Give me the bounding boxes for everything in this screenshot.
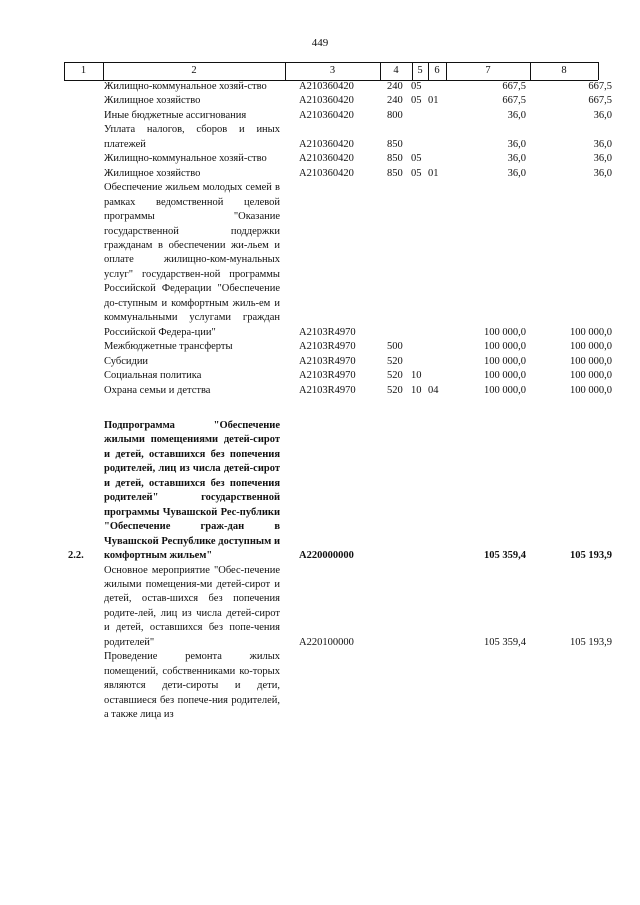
- amount-year-1: 100 000,0: [484, 355, 526, 367]
- target-article-code: А210360420: [299, 153, 354, 165]
- section: 10: [411, 370, 422, 382]
- section-gap: [0, 398, 640, 419]
- table-row: [0, 650, 640, 722]
- table-row: [0, 109, 640, 123]
- section: 05: [411, 81, 422, 93]
- amount-year-1: 100 000,0: [484, 326, 526, 338]
- section: 10: [411, 384, 422, 396]
- target-article-code: А210360420: [299, 167, 354, 179]
- page-number: 449: [311, 37, 329, 49]
- target-article-code: А220000000: [299, 550, 354, 562]
- row-description: Субсидии: [104, 355, 149, 367]
- amount-year-1: 36,0: [507, 138, 526, 150]
- header-cell-7: 7: [485, 65, 491, 76]
- amount-year-1: 36,0: [507, 167, 526, 179]
- section: 05: [411, 95, 422, 107]
- table-row: [0, 80, 640, 94]
- target-article-code: А210360420: [299, 138, 354, 150]
- row-description: Жилищное хозяйство: [104, 167, 201, 179]
- target-article-code: А220100000: [299, 636, 354, 648]
- subsection: 01: [428, 95, 439, 107]
- expense-type: 240: [387, 95, 403, 107]
- header-cell-1: 1: [80, 65, 87, 76]
- amount-year-2: 105 193,9: [570, 636, 612, 648]
- amount-year-1: 100 000,0: [484, 370, 526, 382]
- table-row: [0, 369, 640, 383]
- row-description: Жилищное хозяйство: [104, 95, 201, 107]
- amount-year-1: 667,5: [502, 95, 526, 107]
- subsection: 04: [428, 384, 439, 396]
- expense-type: 800: [387, 109, 403, 121]
- amount-year-2: 100 000,0: [570, 326, 612, 338]
- table-row: [0, 564, 640, 651]
- row-description: Охрана семьи и детства: [104, 384, 211, 396]
- row-description: Жилищно-коммунальное хозяй-ство: [104, 81, 267, 92]
- row-description: Межбюджетные трансферты: [104, 341, 233, 353]
- target-article-code: А210360420: [299, 95, 354, 107]
- table-row: [0, 419, 640, 564]
- header-column-divider: [598, 62, 599, 80]
- target-article-code: А2103R4970: [299, 384, 356, 396]
- amount-year-1: 36,0: [507, 153, 526, 165]
- header-cell-2: 2: [191, 65, 197, 76]
- expense-type: 850: [387, 138, 403, 150]
- row-description: Проведение ремонта жилых помещений, собственниками ко-торых являются дети-сироты и дети, оставшиеся без попече-ния родителей, а также лица из: [104, 651, 280, 721]
- expense-type: 520: [387, 370, 403, 382]
- table-row: [0, 384, 640, 398]
- header-cell-4: 4: [393, 65, 399, 76]
- row-description: Уплата налогов, сборов и иных платежей: [104, 124, 280, 150]
- row-number: 2.2.: [68, 550, 84, 562]
- expense-type: 240: [387, 81, 403, 93]
- amount-year-2: 100 000,0: [570, 370, 612, 382]
- amount-year-1: 667,5: [502, 81, 526, 93]
- row-description: Основное мероприятие "Обес-печение жилыми помещения-ми детей-сирот и детей, остав-шихся без попечения родите-лей, лиц из числа детей-сирот и детей, оставшихся без попе-чения родителей": [104, 564, 280, 648]
- amount-year-2: 36,0: [593, 153, 612, 165]
- amount-year-1: 36,0: [507, 109, 526, 121]
- expense-type: 500: [387, 341, 403, 353]
- target-article-code: А2103R4970: [299, 355, 356, 367]
- expense-type: 520: [387, 355, 403, 367]
- table-row: [0, 355, 640, 369]
- amount-year-2: 667,5: [588, 81, 612, 93]
- header-cell-6: 6: [434, 65, 440, 76]
- amount-year-1: 100 000,0: [484, 384, 526, 396]
- target-article-code: А210360420: [299, 81, 354, 93]
- header-cell-8: 8: [561, 65, 567, 76]
- amount-year-1: 105 359,4: [484, 636, 526, 648]
- expense-type: 850: [387, 153, 403, 165]
- target-article-code: А210360420: [299, 109, 354, 121]
- amount-year-2: 36,0: [593, 109, 612, 121]
- subsection: 01: [428, 167, 439, 179]
- table-body: [0, 80, 640, 722]
- amount-year-2: 105 193,9: [570, 550, 612, 562]
- header-cell-3: 3: [329, 65, 336, 76]
- row-description: Обеспечение жильем молодых семей в рамках ведомственной целевой программы "Оказание государственной поддержки гражданам в обеспечении жи-льем и оплате жилищно-ком-мунальных услуг" государствен-ной программы Российской Федерации "Обеспечение до-ступным и комфортным жиль-ем и коммунальными услугами граждан Российской Федера-ции": [104, 182, 280, 338]
- target-article-code: А2103R4970: [299, 370, 356, 382]
- section: 05: [411, 153, 422, 165]
- amount-year-2: 100 000,0: [570, 384, 612, 396]
- amount-year-2: 100 000,0: [570, 355, 612, 367]
- amount-year-2: 100 000,0: [570, 341, 612, 353]
- amount-year-2: 667,5: [588, 95, 612, 107]
- expense-type: 850: [387, 167, 403, 179]
- table-row: [0, 152, 640, 166]
- table-row: [0, 167, 640, 181]
- header-cell-5: 5: [417, 65, 423, 76]
- amount-year-1: 105 359,4: [484, 550, 526, 562]
- amount-year-2: 36,0: [593, 138, 612, 150]
- amount-year-1: 100 000,0: [484, 341, 526, 353]
- table-row: [0, 340, 640, 354]
- row-description: Жилищно-коммунальное хозяй-ство: [104, 153, 267, 165]
- table-row: [0, 94, 640, 108]
- table-row: [0, 181, 640, 340]
- row-description: Иные бюджетные ассигнования: [104, 109, 247, 121]
- expense-type: 520: [387, 384, 403, 396]
- section: 05: [411, 167, 422, 179]
- amount-year-2: 36,0: [593, 167, 612, 179]
- row-description: Социальная политика: [104, 370, 202, 382]
- target-article-code: А2103R4970: [299, 341, 356, 353]
- table-row: [0, 123, 640, 152]
- row-description: Подпрограмма "Обеспечение жилыми помещениями детей-сирот и детей, оставшихся без попечения родителей, лиц из числа детей-сирот и детей, оставшихся без попечения родителей" государственной программы Чувашской Рес-публики "Обеспечение граж-дан в Чувашской Республике доступным и комфортным жильем": [104, 419, 280, 562]
- target-article-code: А2103R4970: [299, 326, 356, 338]
